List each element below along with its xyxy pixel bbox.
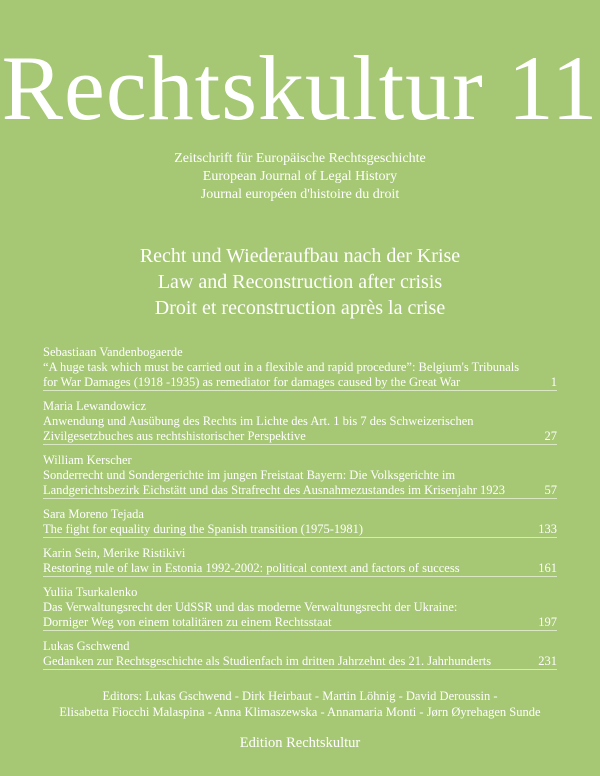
toc-entry-title-line — [43, 600, 557, 615]
toc-entry-title-line — [43, 561, 557, 577]
theme-english: Law and Reconstruction after crisis — [157, 271, 443, 293]
toc-entry — [43, 507, 557, 538]
toc-entry-title-line — [43, 522, 557, 538]
toc-entry — [43, 345, 557, 391]
toc-entry-page-number: 231 — [538, 654, 557, 668]
toc-entry-author: Karin Sein, Merike Ristikivi — [43, 546, 186, 560]
toc-entry-title-text: Dorniger Weg von einem totalitären zu einem Rechtsstaat — [43, 615, 332, 629]
toc-entry — [43, 453, 557, 499]
journal-title: Rechtskultur 11 — [1, 37, 599, 139]
toc-entry-author: Sara Moreno Tejada — [43, 507, 144, 521]
toc-entry — [43, 639, 557, 670]
editors-line: Elisabetta Fiocchi Malaspina - Anna Klimaszewska - Annamaria Monti - Jørn Øyrehagen Sunde — [59, 705, 541, 719]
toc-entry — [43, 585, 557, 631]
subtitle-english: European Journal of Legal History — [202, 169, 398, 184]
toc-entry-page-number: 161 — [538, 561, 557, 575]
theme-german: Recht und Wiederaufbau nach der Krise — [139, 245, 461, 267]
toc-entry-title-line — [43, 654, 557, 670]
table-of-contents — [43, 345, 557, 670]
toc-entry-author: Yuliia Tsurkalenko — [43, 585, 138, 599]
publisher-name: Edition Rechtskultur — [239, 735, 361, 751]
toc-entry — [43, 546, 557, 577]
toc-entry-page-number: 133 — [538, 522, 557, 536]
toc-entry-page-number: 1 — [550, 375, 557, 389]
theme-french: Droit et reconstruction après la crise — [154, 297, 446, 319]
subtitle-german: Zeitschrift für Europäische Rechtsgeschichte — [174, 151, 426, 166]
toc-entry-page-number: 27 — [544, 429, 557, 443]
toc-entry-title-text: Sonderrecht und Sondergerichte im jungen Freistaat Bayern: Die Volksgerichte im — [43, 468, 456, 482]
toc-entry-title-line — [43, 483, 557, 499]
toc-entry-title-text: Landgerichtsbezirk Eichstätt und das Strafrecht des Ausnahmezustandes im Krisenjahr 1923 — [43, 483, 506, 497]
toc-entry-title-text: Restoring rule of law in Estonia 1992-2002: political context and factors of success — [43, 561, 460, 575]
editors-list — [0, 688, 600, 720]
toc-entry-title-text: Gedanken zur Rechtsgeschichte als Studienfach im dritten Jahrzehnt des 21. Jahrhunderts — [43, 654, 492, 668]
toc-entry-title-text: “A huge task which must be carried out in a flexible and rapid procedure”: Belgium's Tribunals — [43, 360, 520, 374]
toc-entry-title-text: Das Verwaltungsrecht der UdSSR und das moderne Verwaltungsrecht der Ukraine: — [43, 600, 458, 614]
toc-entry-title-text: Anwendung und Ausübung des Rechts im Lichte des Art. 1 bis 7 des Schweizerischen — [43, 414, 474, 428]
issue-theme — [0, 243, 600, 321]
subtitle-french: Journal européen d'histoire du droit — [200, 187, 400, 202]
toc-entry-title-line — [43, 375, 557, 391]
toc-entry-title-text: The fight for equality during the Spanish transition (1975-1981) — [43, 522, 364, 536]
toc-entry-title-line — [43, 429, 557, 445]
toc-entry-author: Lukas Gschwend — [43, 639, 130, 653]
toc-entry-author: Sebastiaan Vandenbogaerde — [43, 345, 183, 359]
toc-entry-author: William Kerscher — [43, 453, 132, 467]
toc-entry-title-text: for War Damages (1918 -1935) as remediator for damages caused by the Great War — [43, 375, 461, 389]
toc-entry — [43, 399, 557, 445]
toc-entry-page-number: 197 — [538, 615, 557, 629]
toc-entry-title-line — [43, 468, 557, 483]
toc-entry-author: Maria Lewandowicz — [43, 399, 147, 413]
journal-subtitles — [0, 150, 600, 204]
toc-entry-title-line — [43, 360, 557, 375]
toc-entry-page-number: 57 — [544, 483, 557, 497]
toc-entry-title-line — [43, 414, 557, 429]
toc-entry-title-text: Zivilgesetzbuches aus rechtshistorischer Perspektive — [43, 429, 306, 443]
toc-entry-title-line — [43, 615, 557, 631]
editors-line: Editors: Lukas Gschwend - Dirk Heirbaut - Martin Löhnig - David Deroussin - — [102, 689, 498, 703]
